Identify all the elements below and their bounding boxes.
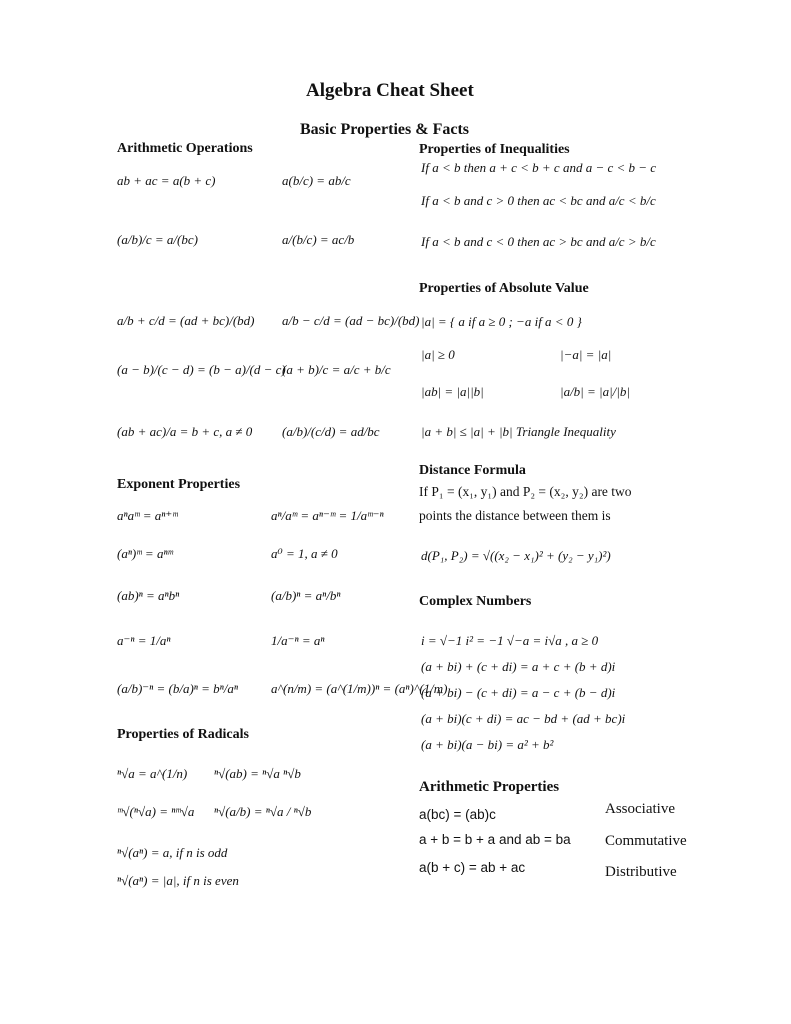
formula: (aⁿ)ᵐ = aⁿᵐ [117, 546, 173, 561]
formula: ab + ac = a(b + c) [117, 173, 216, 188]
property-formula: a(bc) = (ab)c [419, 807, 496, 822]
formula: a/b − c/d = (ad − bc)/(bd) [282, 313, 420, 328]
formula: |a + b| ≤ |a| + |b| Triangle Inequality [421, 424, 616, 439]
formula: (a − b)/(c − d) = (b − a)/(d − c) [117, 362, 286, 377]
formula: (a + bi) + (c + di) = a + c + (b + d)i [421, 659, 616, 674]
formula: If a < b and c < 0 then ac > bc and a/c > b/c [421, 234, 656, 249]
formula: |a| = { a if a ≥ 0 ; −a if a < 0 } [421, 314, 582, 329]
formula: ᵐ√(ⁿ√a) = ⁿᵐ√a [117, 804, 195, 819]
distance-text: points the distance between them is [419, 508, 611, 523]
formula: (a/b)/(c/d) = ad/bc [282, 424, 380, 439]
formula: ⁿ√(aⁿ) = |a|, if n is even [117, 873, 239, 888]
formula: (a/b)ⁿ = aⁿ/bⁿ [271, 588, 341, 603]
radicals-heading: Properties of Radicals [117, 727, 249, 742]
property-formula: a + b = b + a and ab = ba [419, 832, 571, 847]
formula: ⁿ√(ab) = ⁿ√a ⁿ√b [214, 766, 301, 781]
formula: a/b + c/d = (ad + bc)/(bd) [117, 313, 255, 328]
property-formula: a(b + c) = ab + ac [419, 860, 526, 875]
formula: If a < b and c > 0 then ac < bc and a/c < b/c [421, 193, 656, 208]
page-subtitle: Basic Properties & Facts [300, 121, 469, 138]
complex-heading: Complex Numbers [419, 594, 532, 609]
formula: a⁻ⁿ = 1/aⁿ [117, 633, 171, 648]
formula: aⁿaᵐ = aⁿ⁺ᵐ [117, 508, 178, 523]
formula: |−a| = |a| [560, 347, 612, 362]
formula: (ab)ⁿ = aⁿbⁿ [117, 588, 180, 603]
formula: a⁰ = 1, a ≠ 0 [271, 546, 338, 561]
formula: ⁿ√(a/b) = ⁿ√a / ⁿ√b [214, 804, 312, 819]
arith-props-heading: Arithmetic Properties [419, 779, 560, 795]
property-name: Distributive [605, 864, 677, 880]
inequalities-heading: Properties of Inequalities [419, 142, 570, 157]
formula: If a < b then a + c < b + c and a − c < b − c [421, 160, 657, 175]
formula: ⁿ√a = a^(1/n) [117, 766, 188, 781]
page-title: Algebra Cheat Sheet [306, 80, 474, 101]
distance-formula: d(P₁, P₂) = √((x₂ − x₁)² + (y₂ − y₁)²) [421, 548, 611, 563]
distance-text: If P₁ = (x₁, y₁) and P₂ = (x₂, y₂) are two [419, 484, 632, 499]
formula: a^(n/m) = (a^(1/m))ⁿ = (aⁿ)^(1/m) [271, 681, 448, 696]
formula: (ab + ac)/a = b + c, a ≠ 0 [117, 424, 253, 439]
formula: (a + bi) − (c + di) = a − c + (b − d)i [421, 685, 616, 700]
formula: ⁿ√(aⁿ) = a, if n is odd [117, 845, 228, 860]
property-name: Associative [605, 801, 675, 817]
formula: |a| ≥ 0 [421, 347, 455, 362]
arithmetic-heading: Arithmetic Operations [117, 141, 253, 156]
formula: (a/b)/c = a/(bc) [117, 232, 198, 247]
formula: (a + bi)(a − bi) = a² + b² [421, 737, 554, 752]
exponent-heading: Exponent Properties [117, 477, 241, 492]
formula: (a + bi)(c + di) = ac − bd + (ad + bc)i [421, 711, 626, 726]
distance-heading: Distance Formula [419, 463, 526, 478]
property-name: Commutative [605, 833, 687, 849]
formula: i = √−1 i² = −1 √−a = i√a , a ≥ 0 [421, 633, 599, 648]
formula: a(b/c) = ab/c [282, 173, 351, 188]
formula: (a + b)/c = a/c + b/c [282, 362, 391, 377]
formula: (a/b)⁻ⁿ = (b/a)ⁿ = bⁿ/aⁿ [117, 681, 238, 696]
absolute-heading: Properties of Absolute Value [419, 281, 589, 296]
formula: 1/a⁻ⁿ = aⁿ [271, 633, 325, 648]
formula: a/(b/c) = ac/b [282, 232, 355, 247]
formula: aⁿ/aᵐ = aⁿ⁻ᵐ = 1/aᵐ⁻ⁿ [271, 508, 384, 523]
formula: |a/b| = |a|/|b| [560, 384, 630, 399]
formula: |ab| = |a||b| [421, 384, 484, 399]
